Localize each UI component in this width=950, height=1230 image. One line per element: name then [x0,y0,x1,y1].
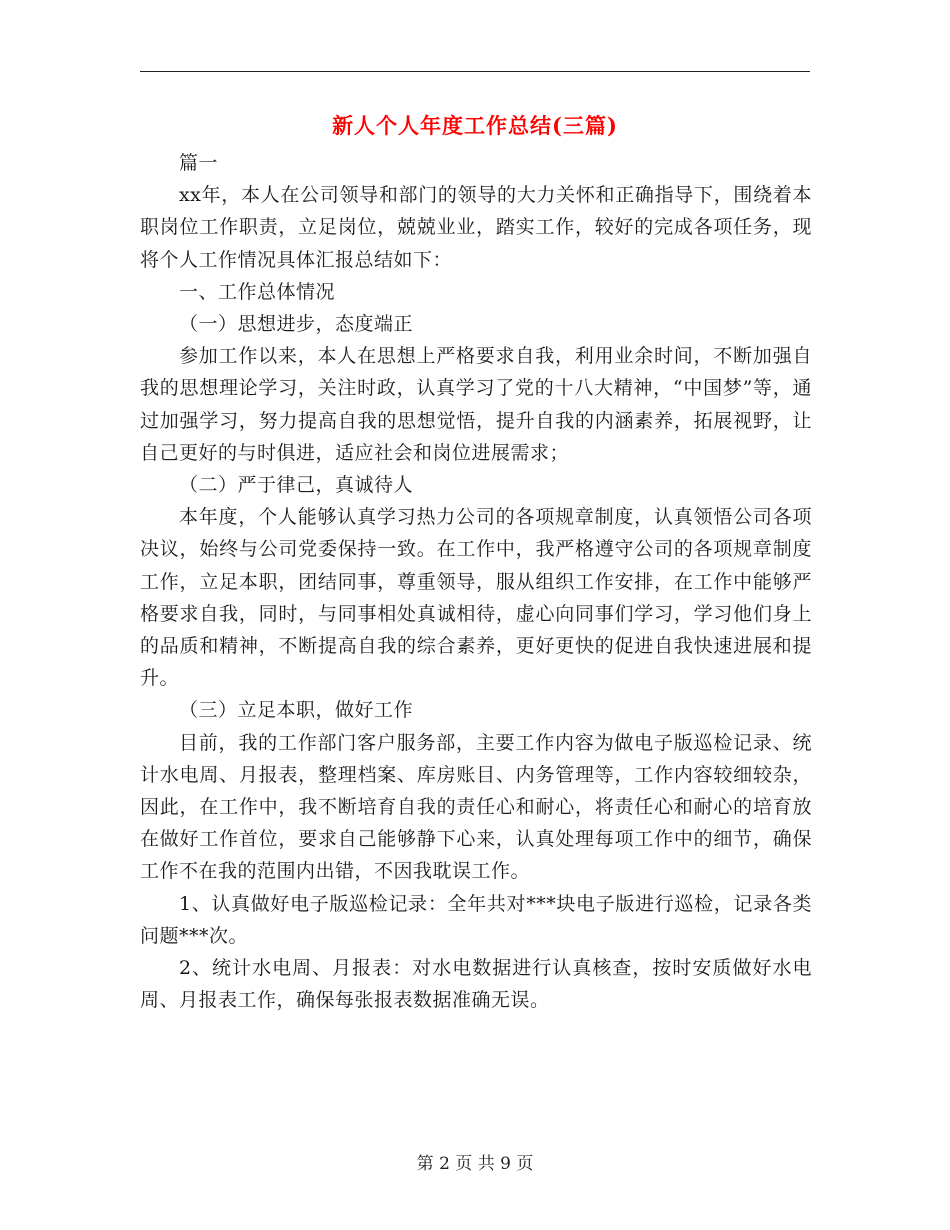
list-item-utility-reports: 2、统计水电周、月报表：对水电数据进行认真核查，按时安质做好水电周、月报表工作，确保每张报表数据准确无误。 [140,957,812,1012]
list-item-inspection-records: 1、认真做好电子版巡检记录：全年共对***块电子版进行巡检，记录各类问题***次。 [140,892,812,947]
paragraph-do-good-work: 目前，我的工作部门客户服务部，主要工作内容为做电子版巡检记录、统计水电周、月报表，整理档案、库房账目、内务管理等，工作内容较细较杂，因此，在工作中，我不断培育自我的责任心和耐心，将责任心和耐心的培育放在做好工作首位，要求自己能够静下心来，认真处理每项工作中的细节，确保工作不在我的范围内出错，不因我耽误工作。 [140,731,812,883]
heading-overall-situation: 一、工作总体情况 [178,280,335,303]
page-number-footer: 第 2 页 共 9 页 [416,1154,534,1174]
document-title: 新人个人年度工作总结(三篇) [332,113,618,138]
paragraph-self-discipline: 本年度，个人能够认真学习热力公司的各项规章制度，认真领悟公司各项决议，始终与公司党委保持一致。在工作中，我严格遵守公司的各项规章制度工作，立足本职，团结同事，尊重领导，服从组织工作安排，在工作中能够严格要求自我，同时，与同事相处真诚相待，虚心向同事们学习，学习他们身上的品质和精神，不断提高自我的综合素养，更好更快的促进自我快速进展和提升。 [140,506,812,690]
subheading-self-discipline: （二）严于律己，真诚待人 [178,474,413,497]
subheading-thought-progress: （一）思想进步，态度端正 [178,313,413,336]
paragraph-thought-progress: 参加工作以来，本人在思想上严格要求自我，利用业余时间，不断加强自我的思想理论学习，关注时政，认真学习了党的十八大精神，“中国梦”等，通过加强学习，努力提高自我的思想觉悟，提升自我的内涵素养，拓展视野，让自己更好的与时俱进，适应社会和岗位进展需求； [140,345,812,464]
paragraph-intro: xx年，本人在公司领导和部门的领导的大力关怀和正确指导下，围绕着本职岗位工作职责，立足岗位，兢兢业业，踏实工作，较好的完成各项任务，现将个人工作情况具体汇报总结如下： [140,184,812,271]
header-rule [140,71,810,72]
subheading-do-good-work: （三）立足本职，做好工作 [178,699,413,722]
document-body [140,147,812,1016]
paragraph-section-label: 篇一 [178,152,218,174]
